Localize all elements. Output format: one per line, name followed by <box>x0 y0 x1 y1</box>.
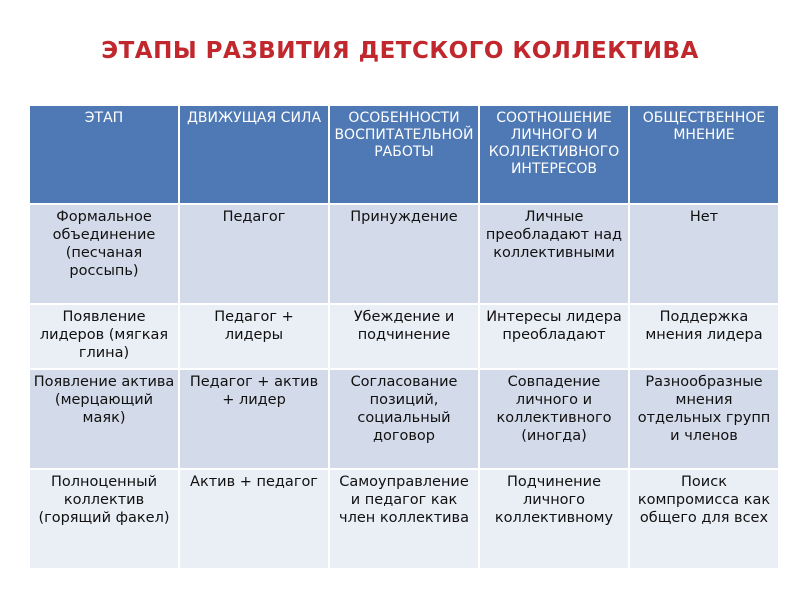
table-cell: Педагог + актив + лидер <box>179 369 329 469</box>
table-cell: Актив + педагог <box>179 469 329 569</box>
table-row <box>29 369 779 469</box>
table-cell: Принуждение <box>329 204 479 304</box>
table-row <box>29 469 779 569</box>
table-cell: Согласование позиций, социальный договор <box>329 369 479 469</box>
table-header-row <box>29 105 779 204</box>
table-cell: Убеждение и подчинение <box>329 304 479 369</box>
stages-table <box>28 104 780 570</box>
header-public-opinion: ОБЩЕСТВЕННОЕ МНЕНИЕ <box>629 105 779 204</box>
header-interests-ratio: СООТНОШЕНИЕ ЛИЧНОГО И КОЛЛЕКТИВНОГО ИНТЕРЕСОВ <box>479 105 629 204</box>
table-row <box>29 204 779 304</box>
table-cell: Педагог + лидеры <box>179 304 329 369</box>
table-cell: Разнообразные мнения отдельных групп и членов <box>629 369 779 469</box>
table-cell: Появление лидеров (мягкая глина) <box>29 304 179 369</box>
header-work-features: ОСОБЕННОСТИ ВОСПИТАТЕЛЬНОЙ РАБОТЫ <box>329 105 479 204</box>
header-driving-force: ДВИЖУЩАЯ СИЛА <box>179 105 329 204</box>
table-cell: Самоуправление и педагог как член коллектива <box>329 469 479 569</box>
table-cell: Появление актива (мерцающий маяк) <box>29 369 179 469</box>
table-cell: Совпадение личного и коллективного (иногда) <box>479 369 629 469</box>
table-cell: Подчинение личного коллективному <box>479 469 629 569</box>
table-cell: Поддержка мнения лидера <box>629 304 779 369</box>
table-cell: Нет <box>629 204 779 304</box>
table-cell: Полноценный коллектив (горящий факел) <box>29 469 179 569</box>
table-cell: Поиск компромисса как общего для всех <box>629 469 779 569</box>
table-cell: Педагог <box>179 204 329 304</box>
table-row <box>29 304 779 369</box>
table-cell: Интересы лидера преобладают <box>479 304 629 369</box>
header-stage: ЭТАП <box>29 105 179 204</box>
table-cell: Формальное объединение (песчаная россыпь) <box>29 204 179 304</box>
table-cell: Личные преобладают над коллективными <box>479 204 629 304</box>
page-title: ЭТАПЫ РАЗВИТИЯ ДЕТСКОГО КОЛЛЕКТИВА <box>101 38 699 64</box>
